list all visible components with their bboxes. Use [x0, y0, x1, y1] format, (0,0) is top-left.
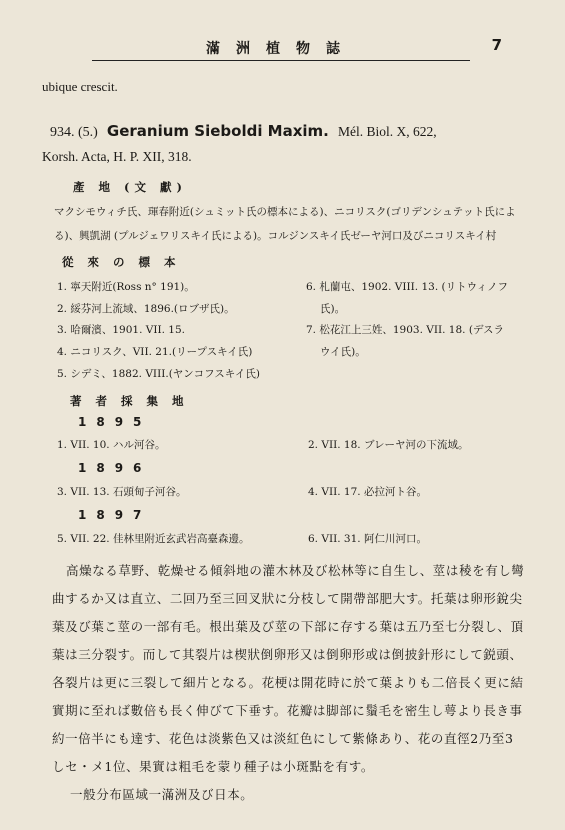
- description-line: 約一倍半にも達す、花色は淡紫色又は淡紅色にして紫條あり、花の直徑2乃至3: [52, 731, 514, 746]
- specimen-item: 4. ニコリスク、VII. 21.(リープスキイ氏): [57, 346, 253, 358]
- running-header: [92, 36, 502, 61]
- collection-item: 6. VII. 31. 阿仁川河口。: [308, 533, 427, 545]
- species-name: Geranium Sieboldi Maxim.: [106, 122, 329, 140]
- description-line: 高燥なる草野、乾燥せる傾斜地の灌木林及び松林等に自生し、莖は稜を有し彎: [66, 563, 525, 578]
- species-number: 934. (5.): [50, 125, 98, 140]
- section-locality: 產 地 (文 獻): [73, 180, 187, 194]
- year-label: 1895: [78, 415, 152, 429]
- species-heading: [50, 121, 437, 141]
- journal-title: 滿洲植物誌: [206, 41, 356, 57]
- year-label: 1896: [78, 461, 152, 475]
- locality-line-2: る)、興凱湖 (プルジェワリスキイ氏による)。コルジンスキイ氏ゼーヤ河口及びニコリスキイ村: [54, 230, 497, 242]
- intro-text: ubique crescit.: [42, 79, 118, 94]
- section-specimens: 從 來 の 標 本: [62, 255, 181, 269]
- specimen-item: 2. 綏芬河上流域、1896.(ロブザ氏)。: [57, 303, 235, 315]
- description-line: 葉は三分裂す。而して其裂片は楔狀倒卵形又は倒卵形或は倒披針形にして鋭頭、: [52, 647, 523, 662]
- description-line: 各裂片は更に三裂して細片となる。花梗は開花時に於て葉よりも二倍長く更に結: [52, 675, 524, 690]
- collection-item: 4. VII. 17. 必拉河ト谷。: [308, 486, 427, 498]
- species-reference-2: Korsh. Acta, H. P. XII, 318.: [42, 149, 192, 164]
- distribution-line: 一般分布區域一滿洲及び日本。: [70, 787, 254, 802]
- collection-item: 5. VII. 22. 佳林里附近玄武岩高臺森邊。: [57, 533, 250, 545]
- specimen-item: 7. 松花江上三姓、1903. VII. 18. (デスラ: [306, 324, 505, 336]
- description-line: 實期に至れば數倍も長く伸びて下垂す。花瓣は脚部に鬚毛を密生し萼より長き事: [52, 703, 523, 718]
- description-line: 葉及び葉こ莖の一部有毛。根出葉及び莖の下部に存する葉は五乃至七分裂し、頂: [52, 619, 524, 634]
- page-number: 7: [491, 36, 502, 54]
- section-author-collections: 著 者 採 集 地: [70, 394, 189, 408]
- specimen-item: 5. シデミ、1882. VIII.(ヤンコフスキイ氏): [57, 368, 260, 380]
- collection-item: 3. VII. 13. 石頭甸子河谷。: [57, 486, 187, 498]
- species-reference-1: Mél. Biol. X, 622,: [337, 124, 437, 139]
- collection-item: 1. VII. 10. ハル河谷。: [57, 439, 166, 451]
- specimen-item-continued: 氏)。: [320, 303, 346, 315]
- description-line: しセ・メ1位、果實は粗毛を蒙り種子は小斑點を有す。: [52, 759, 374, 774]
- specimen-item-continued: ウイ氏)。: [320, 346, 366, 358]
- collection-item: 2. VII. 18. ブレーヤ河の下流域。: [308, 439, 469, 451]
- year-label: 1897: [78, 508, 152, 522]
- specimen-item: 1. 寧天附近(Ross n° 191)。: [57, 281, 195, 293]
- description-line: 曲するか又は直立、二回乃至三回叉狀に分枝して開帶部肥大す。托葉は卵形銳尖: [52, 591, 523, 606]
- specimen-item: 3. 哈爾濱、1901. VII. 15.: [57, 324, 186, 336]
- specimen-item: 6. 札蘭屯、1902. VIII. 13. (リトウィノフ: [306, 281, 508, 293]
- locality-line-1: マクシモウィチ氏、琿春附近(シュミット氏の標本による)、ニコリスク(ゴリデンシュテット氏によ: [54, 206, 516, 218]
